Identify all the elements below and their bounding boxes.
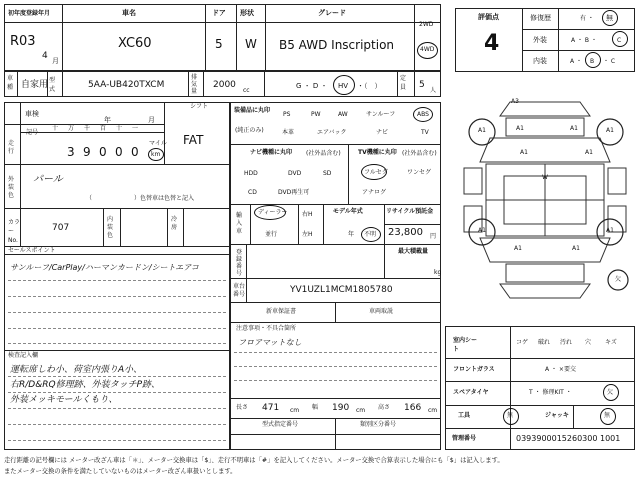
2wd-label: 2WD [419, 21, 434, 28]
max-load-label: 最大積載量 [398, 248, 429, 255]
equip-pw: PW [311, 111, 321, 118]
equipment-sub: (純正のみ) [235, 127, 264, 134]
month-unit: 月 [52, 57, 59, 65]
damage-mark-3: A1 [516, 125, 524, 132]
fuel-options: G ・ D ・ [296, 82, 328, 90]
width-label: 幅 [312, 404, 319, 411]
color-change-note: （ ）色替車は色替と記入 [86, 195, 195, 202]
cc-unit: cc [243, 87, 250, 94]
model-year-label: モデル年式 [333, 208, 363, 215]
equip-leather: 本革 [282, 129, 295, 136]
aircon-label: 冷房 [171, 216, 178, 231]
car-name-label: 車名 [122, 9, 136, 17]
interior-label: 内装 [533, 57, 547, 65]
score-label: 評価点 [478, 13, 499, 21]
type-no-label: 型式指定番号 [262, 421, 299, 428]
damage-mark-4: A1 [570, 125, 578, 132]
grade-label: グレード [318, 9, 346, 17]
inspection-notes-label: 検査記入欄 [8, 352, 39, 359]
ext-color-label: 外装色 [8, 176, 15, 199]
hv-label: HV [338, 82, 349, 90]
tv-label: TV機種に丸印 [358, 149, 397, 156]
score-value: 4 [484, 31, 500, 56]
max-load-unit: kg [434, 269, 442, 276]
sales-point-text: サンルーフ/CarPlay/ハーマンカードン/シートエアコ [10, 263, 199, 272]
equip-airbag: エアバック [317, 129, 347, 136]
mile-label: マイル [149, 140, 167, 147]
damage-mark-6: A1 [585, 149, 593, 156]
navi-dvd-play: DVD再生可 [278, 189, 310, 196]
ext-color-value: パール [33, 174, 63, 185]
door-count: 5 [215, 37, 223, 51]
odo-symbol-label: 記号 [26, 129, 39, 136]
chassis-value: YV1UZL1MCM1805780 [290, 285, 393, 295]
seat-hole: 穴 [585, 339, 592, 346]
inspection-note-line-2: 右R/D&RQ修理跡、外装タッチP跡、 [10, 380, 160, 390]
import-dealer: ディーラー [258, 209, 288, 216]
import-right-hand: 右H [302, 211, 313, 218]
reg-date-label: 初年度登録年月 [8, 10, 51, 17]
interior-c: ・ C [603, 58, 616, 65]
warranty-label: 新車保証書 [266, 308, 297, 315]
capacity-value: 5 [419, 80, 425, 90]
caution-label: 注意事項・不具合箇所 [236, 325, 297, 332]
use-value: 自家用 [21, 80, 49, 90]
registration-label: 登録番号 [236, 249, 243, 277]
reg-year: R03 [10, 34, 36, 49]
spare-tire-options: T ・ 修理KIT ・ [529, 389, 572, 396]
recycle-yen: 円 [430, 233, 437, 240]
footer-note-1: 走行距離の記号欄には メーター改ざん車は「＊」、メーター交換車は「$」、走行不明車は「#」を記入してください。メーター交換で合算表示した場合にも「$」は記入します。 [4, 457, 504, 464]
interior-b: B [590, 58, 595, 65]
damage-mark-5: A1 [520, 149, 528, 156]
length-unit: cm [290, 407, 300, 414]
seat-scratch: キズ [605, 339, 617, 346]
tv-oneseg: ワンセグ [407, 169, 432, 176]
exterior-label: 外装 [533, 36, 547, 44]
width-unit: cm [356, 407, 366, 414]
spare-tire-none: 欠 [607, 389, 614, 396]
width-value: 190 [332, 403, 350, 413]
4wd-label: 4WD [420, 46, 435, 53]
height-value: 166 [404, 403, 422, 413]
inspection-month-unit: 月 [148, 116, 155, 124]
equipment-label: 装備品に丸印 [234, 107, 271, 114]
footer-note-2: またメーター交換の条件を満たしていないものはメーター改ざん車扱いとします。 [4, 468, 237, 475]
recycle-value: 23,800 [388, 227, 423, 238]
tv-analog: アナログ [362, 189, 387, 196]
shape-label: 形状 [240, 9, 254, 17]
shape-value: W [245, 37, 257, 51]
odometer-digits: 3 9 0 0 0 [67, 145, 139, 159]
model-year-unit: 年 [348, 231, 355, 238]
damage-mark-a3: A3 [511, 98, 519, 105]
length-label: 長さ [236, 404, 249, 411]
windshield-label: フロントガラス [453, 366, 495, 373]
repair-label: 修復歴 [530, 14, 551, 22]
import-label: 輸入車 [236, 212, 243, 235]
inspection-label: 車検 [25, 110, 39, 118]
int-color-label: 内装色 [107, 216, 114, 239]
manual-label: 車両取説 [369, 308, 394, 315]
km-label: km [151, 151, 161, 158]
seat-burn: コゲ [516, 339, 529, 346]
damage-mark-9: A1 [514, 245, 522, 252]
damage-mark-8: A1 [606, 227, 614, 234]
exterior-options: A ・ B ・ [571, 37, 597, 44]
grade-value: B5 AWD Inscription [279, 38, 395, 52]
equip-aw: AW [338, 111, 348, 118]
management-no-value: 0393900015260300 1001 [516, 434, 621, 443]
car-type-label: 車種 [7, 75, 14, 91]
management-no-label: 管理番号 [452, 435, 477, 442]
jack-none: 無 [604, 412, 611, 419]
navi-sub: (社外品含む) [306, 150, 341, 157]
model-label: 型式 [49, 77, 56, 93]
tool-label: 工具 [458, 412, 471, 419]
height-unit: cm [428, 407, 438, 414]
seat-stain: 汚れ [560, 339, 573, 346]
displacement-value: 2000 [213, 80, 236, 90]
mileage-label: 走行 [8, 140, 15, 155]
navi-cd: CD [248, 189, 257, 196]
equip-navi: ナビ [376, 129, 389, 136]
inspection-year-unit: 年 [104, 116, 111, 124]
class-no-label: 類別区分番号 [360, 421, 397, 428]
jack-label: ジャッキ [545, 412, 569, 419]
tv-fullseg: フルセグ [364, 169, 388, 176]
fuel-other: ・（ ） [357, 82, 382, 90]
inspection-note-line-1: 運転席しわ小、荷室内張りA小、 [10, 365, 143, 375]
damage-mark-10: A1 [572, 245, 580, 252]
navi-sd: SD [323, 170, 332, 177]
height-label: 高さ [378, 404, 391, 411]
door-label: ドア [212, 9, 226, 17]
damage-mark-1: A1 [478, 127, 486, 134]
windshield-value: A ・ ×要交 [545, 366, 576, 373]
interior-a: A ・ [570, 58, 583, 65]
interior-seat-label: 室内シート [453, 337, 478, 353]
shift-label: シフト [190, 103, 209, 110]
shift-value: FAT [183, 133, 204, 147]
exterior-c: C [617, 37, 622, 44]
navi-hdd: HDD [244, 170, 258, 177]
capacity-label: 定員 [400, 75, 407, 91]
recycle-label: リサイクル預託金 [386, 208, 434, 215]
damage-mark-2: A1 [606, 127, 614, 134]
equip-abs: ABS [417, 111, 429, 118]
capacity-unit: 人 [430, 87, 437, 94]
import-left-hand: 左H [302, 231, 313, 238]
car-name: XC60 [118, 36, 152, 51]
repair-none: 無 [606, 14, 613, 22]
import-parallel: 並行 [265, 231, 278, 238]
reg-month: 4 [42, 51, 48, 61]
model-year-unknown: 不明 [364, 231, 377, 238]
seat-tear: 破れ [538, 339, 551, 346]
caution-text: フロアマットなし [238, 338, 302, 347]
model-value: 5AA-UB420TXCM [88, 80, 165, 90]
equip-ps: PS [283, 111, 291, 118]
color-no-label: カラーNo. [8, 219, 21, 244]
displacement-label: 排気量 [191, 74, 198, 95]
navi-dvd: DVD [288, 170, 302, 177]
length-value: 471 [262, 403, 280, 413]
inspection-note-line-3: 外装メッキモールくもり、 [10, 395, 118, 405]
damage-mark-w: W [542, 174, 548, 181]
tv-sub: (社外品含む) [402, 150, 437, 157]
odometer-header: 十 万 千 百 十 一 [52, 125, 139, 132]
color-no-value: 707 [52, 223, 70, 233]
repair-options: 有 ・ [580, 15, 594, 22]
equip-tv: TV [421, 129, 429, 136]
damage-mark-missing: 欠 [615, 276, 622, 283]
spare-tire-label: スペアタイヤ [453, 389, 489, 396]
damage-mark-7: A1 [478, 227, 486, 234]
tool-none: 無 [507, 412, 514, 419]
chassis-label: 車台番号 [233, 283, 246, 298]
sales-point-label: セールスポイント [8, 247, 56, 254]
equip-sunroof: サンルーフ [366, 111, 396, 118]
navi-label: ナビ機種に丸印 [250, 149, 293, 156]
